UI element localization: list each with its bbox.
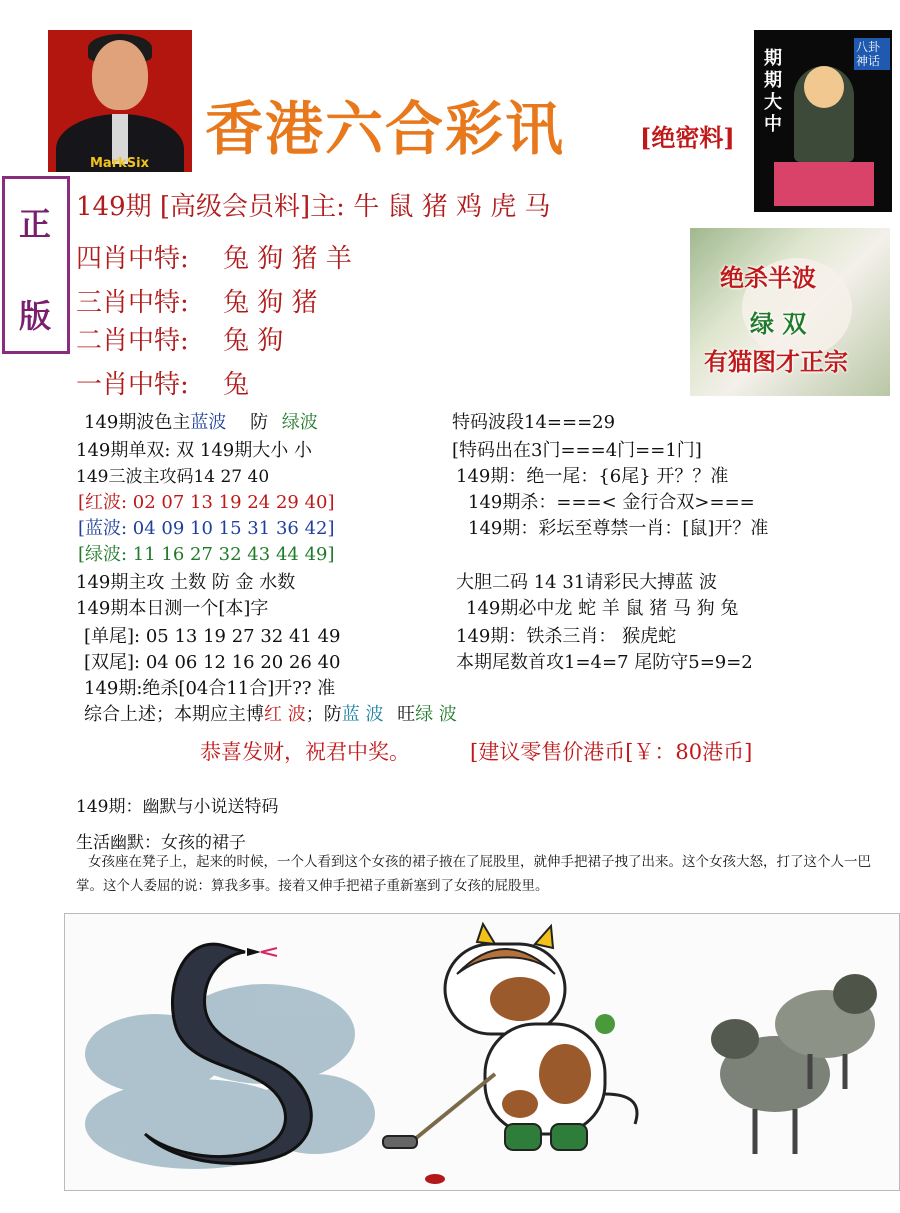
- page-title: 香港六合彩讯: [205, 95, 566, 163]
- member-line: [76, 186, 551, 223]
- four-pick-label: 四肖中特:: [76, 244, 189, 274]
- kill-element-line: 149期杀：===< 金行合双>===: [468, 492, 755, 513]
- cat-image: [690, 228, 890, 396]
- joke-title: 生活幽默：女孩的裙子: [76, 833, 246, 853]
- snake-tongue: [261, 948, 277, 956]
- cat-line-1: 绝杀半波: [720, 263, 816, 292]
- joke-body: 女孩座在凳子上，起来的时候，一个人看到这个女孩的裙子掖在了屁股里，就伸手把裙子拽了出来。这个女孩大怒，打了这个人一巴掌。这个人委屈的说：算我多事。接着又伸手把裙子重新塞到了女孩的屁股里。: [76, 854, 871, 894]
- wave-main-green: 绿波: [281, 412, 318, 433]
- mascot-altar: [774, 162, 874, 206]
- greeting-text: 恭喜发财，祝君中奖。: [200, 740, 410, 764]
- presenter-photo: [48, 30, 192, 172]
- one-pick-line: [76, 364, 249, 401]
- joke-heading: 149期：幽默与小说送特码: [76, 797, 279, 817]
- word-today-line: 149期本日测一个[本]字: [76, 598, 269, 619]
- snake-head: [247, 948, 261, 956]
- four-pick-value: 兔 狗 猪 羊: [223, 244, 352, 274]
- animal-illustrations: [65, 914, 899, 1190]
- summary-green: 绿 波: [415, 704, 457, 725]
- bold-two-line: 大胆二码 14 31请彩民大搏蓝 波: [456, 572, 717, 593]
- page-subtitle: [绝密料]: [640, 123, 735, 152]
- summary-guard: ；防: [305, 704, 342, 725]
- forbidden-line: 149期：彩坛至尊禁一肖：[鼠]开？准: [468, 518, 769, 539]
- three-pick-value: 兔 狗 猪: [223, 288, 318, 318]
- badge-char-2: 版: [19, 297, 52, 335]
- wave-main-label: 149期波色主: [84, 412, 191, 433]
- summary-blue: 蓝 波: [341, 704, 384, 725]
- summary-lead: 综合上述；本期应主博: [84, 704, 264, 725]
- kill-combo-line: 149期:绝杀[04合11合]开?? 准: [84, 678, 336, 699]
- special-door-line: [特码出在3门===4门==1门]: [452, 440, 702, 461]
- one-pick-value: 兔: [223, 370, 250, 400]
- member-value: 牛 鼠 猪 鸡 虎 马: [353, 192, 551, 222]
- even-tail-line: [双尾]: 04 06 12 16 20 26 40: [84, 652, 341, 673]
- two-pick-label: 二肖中特:: [76, 326, 189, 356]
- must-hit-line: 149期必中龙 蛇 羊 鼠 猪 马 狗 兔: [466, 598, 739, 619]
- wave-main-blue: 蓝波: [190, 412, 227, 433]
- mascot-image: [754, 30, 892, 212]
- mascot-face: [804, 66, 844, 108]
- cat-line-2: 绿 双: [750, 309, 807, 338]
- summary-line: [84, 700, 457, 726]
- odd-even-line: 149期单双: 双 149期大小 小: [76, 440, 312, 461]
- wave-main-line: [84, 408, 318, 434]
- photo-logo: MarkSix: [90, 156, 149, 171]
- three-pick-line: [76, 282, 318, 319]
- three-wave-line: 149三波主攻码14 27 40: [76, 467, 270, 487]
- green-wave-line: [绿波: 11 16 27 32 43 44 49]: [78, 544, 335, 565]
- member-label: 149期 [高级会员料]主:: [76, 192, 345, 222]
- one-pick-label: 一肖中特:: [76, 370, 189, 400]
- badge-char-1: 正: [19, 205, 52, 243]
- wave-main-guard: 防: [250, 412, 269, 433]
- summary-red: 红 波: [264, 704, 306, 725]
- main-attack-line: 149期主攻 土数 防 金 水数: [76, 572, 296, 593]
- two-pick-line: [76, 320, 283, 357]
- red-wave-line: [红波: 02 07 13 19 24 29 40]: [78, 492, 335, 513]
- animal-image-strip: [64, 913, 900, 1191]
- kill-tail-line: 149期：绝一尾：{6尾} 开？？准: [456, 466, 729, 487]
- authentic-badge: [2, 176, 70, 354]
- kill-three-line: 149期：铁杀三肖： 猴虎蛇: [456, 626, 677, 647]
- tail-attack-line: 本期尾数首攻1=4=7 尾防守5=9=2: [456, 652, 753, 673]
- mascot-left-text: 期期大中: [764, 48, 782, 135]
- four-pick-line: [76, 238, 352, 275]
- special-range-line: 特码波段14===29: [452, 412, 616, 433]
- mascot-right-text: 八卦神话: [854, 38, 890, 70]
- price-text: [建议零售价港币[￥：80港币]: [470, 740, 753, 764]
- sheep-icon: [711, 974, 877, 1154]
- cow-golfer-icon: [383, 924, 637, 1184]
- summary-boost: 旺: [397, 704, 416, 725]
- odd-tail-line: [单尾]: 05 13 19 27 32 41 49: [84, 626, 341, 647]
- snake-background: [85, 984, 375, 1169]
- cat-line-3: 有猫图才正宗: [704, 347, 848, 376]
- three-pick-label: 三肖中特:: [76, 288, 189, 318]
- blue-wave-line: [蓝波: 04 09 10 15 31 36 42]: [78, 518, 335, 539]
- two-pick-value: 兔 狗: [223, 326, 284, 356]
- photo-face: [92, 40, 148, 110]
